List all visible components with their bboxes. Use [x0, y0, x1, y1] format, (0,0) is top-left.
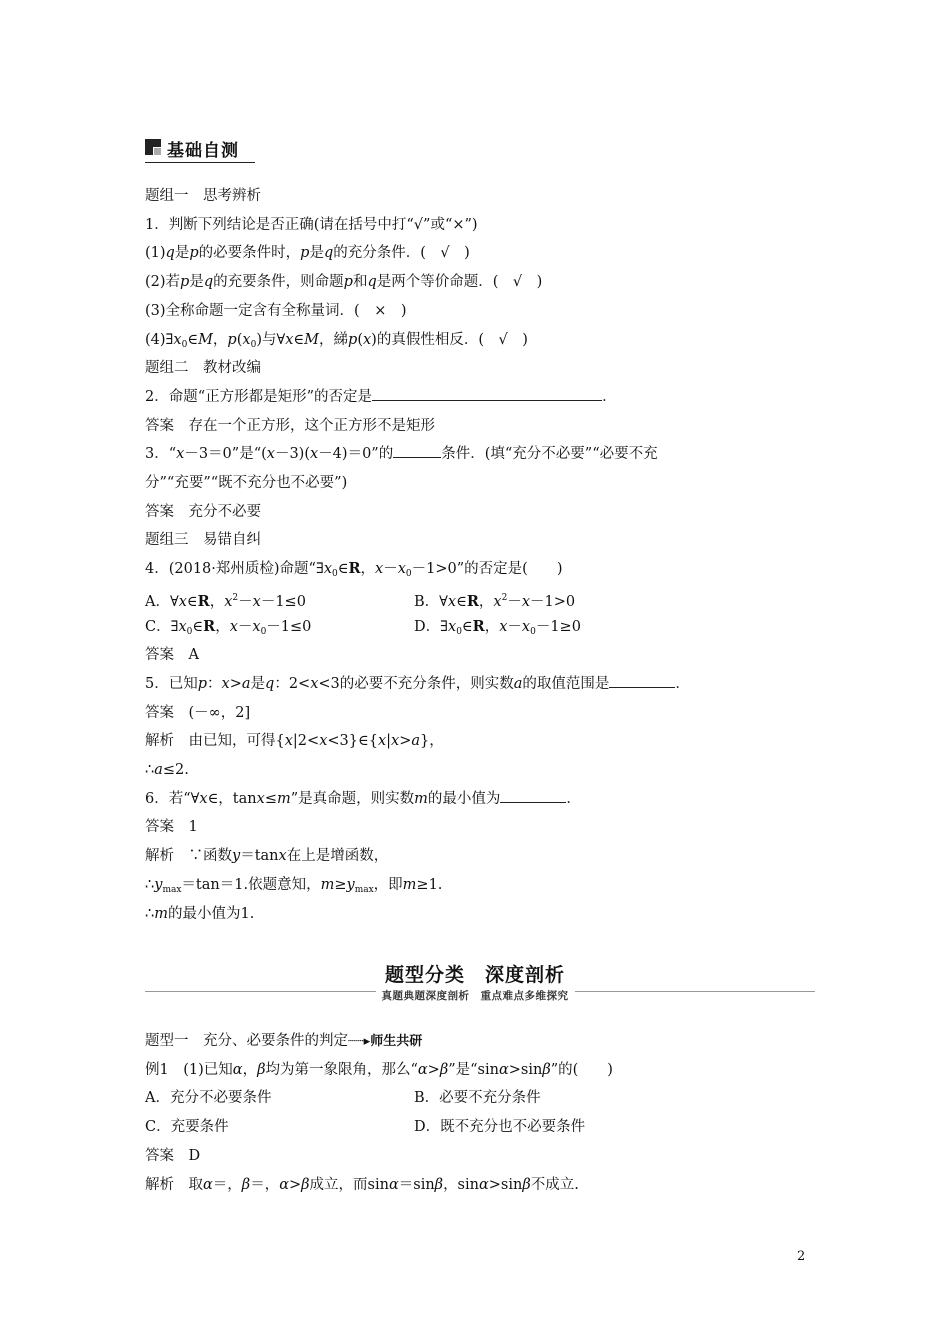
text-line	[145, 302, 407, 320]
text-run: 的充要条件，则命题	[213, 274, 344, 291]
text-run: 题组二 教材改编	[145, 360, 261, 377]
text-line	[145, 244, 470, 262]
text-run: 是两个等价命题．( √ )	[376, 274, 543, 291]
text-run: 题型一 充分、必要条件的判定	[145, 1033, 348, 1049]
text-run: m	[402, 876, 417, 893]
text-run: β	[542, 1061, 551, 1078]
text-run: ∈	[461, 618, 473, 635]
text-run: 1．判断下列结论是否正确(请在括号中打“√”或“×”)	[145, 216, 478, 233]
text-run: －3＝0”是“(	[184, 446, 267, 463]
text-run: ＝sin	[398, 1176, 435, 1193]
text-run: α	[388, 1176, 399, 1193]
text-run: )的真假性相反．( √ )	[371, 331, 528, 348]
text-run: x	[266, 446, 275, 463]
text-run: x	[521, 593, 531, 610]
banner-subtitle: 真题典题深度剖析 重点难点多维探究	[376, 990, 575, 1002]
text-run: R	[203, 617, 216, 635]
answer-blank	[500, 790, 566, 803]
choice-option	[414, 1089, 541, 1107]
text-run: 成立，而sin	[309, 1176, 389, 1193]
text-run: R	[197, 592, 210, 610]
text-run: x	[375, 561, 384, 578]
text-run: ＝，	[212, 1176, 242, 1193]
text-run: ”的( )	[550, 1061, 613, 1078]
text-run: x	[176, 446, 185, 463]
text-run: D．既不充分也不必要条件	[414, 1119, 586, 1136]
text-run: D．∃	[414, 618, 448, 635]
text-run: 在上是增函数，	[286, 848, 389, 865]
text-run: ：	[207, 675, 222, 692]
text-run: x	[224, 593, 233, 610]
text-run: x	[447, 593, 457, 610]
text-run: x	[377, 733, 387, 750]
text-run: β	[301, 1176, 310, 1193]
text-run: }，	[420, 733, 444, 750]
text-run: >	[288, 1176, 302, 1193]
text-run: ∴	[145, 905, 155, 922]
answer-blank	[609, 675, 675, 688]
text-run: p	[348, 331, 358, 348]
text-run: B．∀	[414, 593, 448, 610]
text-run: 答案 D	[145, 1147, 201, 1164]
text-run: x	[397, 561, 406, 578]
text-run: 解析 取	[145, 1176, 203, 1193]
text-run: 0	[405, 569, 412, 580]
text-run: 0	[181, 339, 188, 350]
text-run: 0	[456, 626, 462, 637]
text-line	[145, 675, 690, 693]
choice-option	[145, 618, 311, 641]
text-run: 0	[250, 339, 257, 350]
text-run: x	[178, 618, 187, 635]
text-run: ∈	[293, 331, 305, 348]
text-run: 2	[232, 592, 239, 603]
text-line	[145, 216, 478, 234]
text-run: y	[154, 876, 163, 893]
text-run: 答案 充分不必要	[145, 503, 261, 520]
text-run: ，	[215, 618, 230, 635]
text-run: ”是真命题，则实数	[290, 790, 415, 807]
text-run: ，	[478, 593, 494, 610]
text-run: p	[189, 245, 199, 262]
text-run: 2	[501, 592, 508, 603]
text-run: β	[434, 1176, 444, 1193]
text-run: A．∀	[145, 593, 179, 610]
text-line	[145, 847, 388, 865]
text-run: x	[242, 331, 251, 348]
text-run: R	[472, 617, 485, 635]
text-line	[145, 417, 435, 435]
text-run: β	[257, 1061, 266, 1078]
banner-title: 题型分类 深度剖析	[384, 964, 565, 986]
text-run: ∈	[187, 331, 199, 348]
text-line	[145, 790, 581, 808]
text-run: a	[154, 762, 163, 778]
text-run: >sin	[488, 1176, 523, 1193]
text-run: ．	[675, 675, 690, 692]
text-run: ∴	[145, 876, 155, 893]
text-run: －1>0”的否定是( )	[411, 561, 563, 578]
text-run: －	[238, 593, 253, 610]
text-run: 条件．(填“充分不必要”“必要不充	[441, 446, 658, 463]
section-square-icon	[145, 139, 161, 155]
text-run: 的充分条件．( √ )	[333, 245, 470, 262]
text-run: x	[310, 675, 319, 692]
text-run: (3)全称命题一定含有全称量词．( × )	[145, 302, 407, 319]
text-run: ∈	[337, 561, 349, 578]
text-run: x	[319, 733, 328, 750]
text-run: β	[439, 1061, 449, 1078]
text-run: ，	[360, 561, 376, 578]
text-run: 是	[189, 274, 204, 291]
text-run: ≤	[264, 790, 277, 807]
text-run: 6．若“∀	[145, 790, 200, 807]
arrow-tag-label: 师生共研	[370, 1034, 423, 1049]
text-run: －1>0	[530, 593, 576, 610]
choice-option	[414, 618, 581, 641]
text-run: x	[173, 331, 182, 348]
text-run: x	[521, 618, 531, 635]
text-run: －1≥0	[535, 618, 581, 635]
text-run: ”是“sin	[448, 1061, 499, 1078]
text-run: －1≤0	[260, 593, 306, 610]
answer-blank	[372, 388, 602, 401]
text-line	[145, 359, 261, 377]
text-run: ∈	[186, 593, 198, 610]
text-run: x	[199, 790, 208, 807]
text-run: m	[276, 790, 291, 807]
text-run: >	[399, 733, 412, 750]
text-run: α	[203, 1176, 213, 1193]
text-run: ＝，	[250, 1176, 280, 1193]
text-run: x	[284, 733, 293, 750]
text-run: －4)＝0”的	[318, 446, 394, 463]
text-run: x	[256, 790, 265, 807]
text-run: p	[300, 245, 310, 262]
text-run: x	[278, 848, 287, 865]
text-run: x	[493, 593, 502, 610]
text-run: x	[285, 331, 294, 348]
choice-option	[414, 1118, 585, 1136]
text-run: α	[478, 1176, 489, 1193]
text-run: β	[241, 1176, 251, 1193]
text-run: 5．已知	[145, 675, 198, 692]
text-run: x	[252, 593, 261, 610]
text-run: ，	[212, 331, 228, 348]
text-line	[145, 474, 347, 492]
text-run: 分”“充要”“既不充分也不必要”)	[145, 475, 348, 491]
text-line	[145, 876, 442, 899]
text-run: ，	[209, 593, 225, 610]
text-run: ∈	[456, 593, 467, 610]
text-run: ＝tan	[240, 848, 279, 865]
text-run: R	[348, 560, 361, 578]
text-line	[145, 905, 254, 923]
text-run: 均为第一象限角，那么“	[265, 1061, 418, 1078]
text-run: ，綈	[319, 331, 349, 348]
text-run: p	[343, 274, 353, 291]
text-run: x	[391, 733, 400, 750]
text-run: <3}∈{	[327, 733, 378, 750]
text-run: a	[241, 675, 251, 692]
text-run: 答案 (－∞，2]	[145, 704, 251, 721]
text-run: 解析 由已知，可得{	[145, 733, 285, 750]
arrow-tag	[348, 1034, 422, 1049]
text-run: x	[229, 618, 238, 635]
text-run: ≤2.	[162, 762, 189, 778]
text-line	[145, 187, 261, 205]
text-run: C．充要条件	[145, 1119, 229, 1136]
text-run: 0	[260, 626, 267, 637]
choice-option	[414, 589, 575, 611]
text-line	[145, 1032, 422, 1051]
text-run: x	[310, 446, 319, 463]
text-run: x	[448, 618, 457, 635]
text-run: 的最小值为1.	[167, 905, 255, 922]
text-run: (	[357, 331, 363, 348]
text-run: 是	[309, 245, 324, 262]
text-run: －	[237, 618, 253, 635]
text-line	[145, 445, 658, 463]
text-run: 0	[186, 626, 193, 637]
text-run: α	[417, 1061, 428, 1078]
text-run: 和	[352, 274, 368, 291]
text-run: max	[354, 884, 374, 895]
text-run: a	[411, 733, 421, 750]
text-run: A．充分不必要条件	[145, 1090, 272, 1107]
text-run: <3的必要不充分条件，则实数	[318, 675, 514, 692]
choice-option	[145, 1089, 271, 1107]
text-run: p	[227, 331, 237, 348]
text-run: 是	[174, 245, 190, 262]
text-run: x	[178, 593, 187, 610]
text-run: m	[320, 876, 335, 893]
text-run: x	[499, 618, 508, 635]
text-run: q	[203, 274, 214, 291]
text-run: m	[154, 905, 168, 922]
text-run: m	[414, 790, 428, 807]
text-run: y	[232, 848, 241, 865]
text-run: a	[513, 675, 523, 692]
text-run: R	[466, 592, 479, 610]
text-run: q	[265, 675, 275, 692]
text-run: (4)∃	[145, 331, 174, 348]
text-run: >	[427, 1061, 440, 1078]
text-line	[145, 531, 261, 549]
text-run: ．	[566, 790, 581, 807]
text-run: 答案 1	[145, 819, 198, 836]
text-run: 不成立.	[530, 1176, 579, 1193]
section-title: 基础自测	[167, 141, 239, 161]
text-run: 的最小值为	[427, 790, 501, 807]
text-run: >sin	[508, 1061, 543, 1078]
text-run: (1)	[145, 245, 166, 262]
text-run: x	[362, 331, 372, 348]
text-run: (2)若	[145, 274, 181, 291]
text-run: >	[229, 675, 242, 692]
text-run: β	[522, 1176, 531, 1193]
text-run: ∈	[192, 618, 204, 635]
text-line	[145, 646, 199, 664]
text-run: M	[198, 331, 213, 348]
choice-option	[145, 1118, 229, 1136]
text-run: 答案 存在一个正方形，这个正方形不是矩形	[145, 417, 435, 434]
text-run: －1≤0	[266, 618, 312, 635]
choice-option	[145, 589, 306, 611]
text-run: x	[252, 618, 261, 635]
text-run: －	[507, 618, 522, 635]
text-run: M	[304, 331, 320, 348]
text-line	[145, 560, 562, 583]
text-run: ∴	[145, 762, 155, 778]
text-run: 0	[530, 626, 536, 637]
section-header	[145, 136, 255, 163]
text-run: ≥1.	[416, 876, 443, 893]
text-run: y	[346, 876, 355, 893]
text-run: ＝tan＝1.依题意知，	[181, 876, 321, 893]
text-run: ，	[484, 618, 500, 635]
text-line	[145, 1061, 613, 1079]
text-run: ．	[602, 388, 617, 405]
text-run: 4．(2018·郑州质检)命题“∃	[145, 561, 324, 578]
text-line	[145, 704, 250, 722]
banner-subtitle-wrap	[0, 984, 950, 1003]
text-run: q	[323, 245, 334, 262]
text-run: －	[383, 561, 398, 578]
text-run: ≥	[334, 876, 347, 893]
text-line	[145, 503, 261, 521]
text-line	[145, 761, 189, 779]
text-line	[145, 1176, 579, 1194]
text-line	[145, 732, 444, 750]
text-run: 2．命题“正方形都是矩形”的否定是	[145, 388, 373, 405]
text-line	[145, 273, 542, 291]
text-run: 0	[332, 569, 338, 580]
text-run: 答案 A	[145, 647, 199, 664]
text-run: α	[232, 1061, 243, 1078]
text-run: x	[323, 561, 333, 578]
text-run: 的取值范围是	[522, 675, 610, 692]
text-run: ∈，tan	[207, 790, 257, 807]
text-run: q	[165, 245, 175, 262]
text-line	[145, 388, 617, 406]
text-run: p	[197, 675, 208, 692]
text-run: max	[162, 884, 182, 895]
text-run: －	[507, 593, 522, 610]
text-run: 3．“	[145, 446, 177, 463]
text-run: 解析 ∵函数	[145, 848, 232, 865]
text-run: x	[221, 675, 230, 692]
text-line	[145, 818, 198, 836]
text-run: ，即	[373, 876, 403, 893]
text-run: |2<	[292, 733, 320, 750]
text-run: 例1 (1)已知	[145, 1061, 233, 1078]
text-run: －3)(	[274, 446, 310, 463]
text-run: 的必要条件时，	[198, 245, 301, 262]
page-number: 2	[797, 1249, 806, 1264]
text-run: 是	[250, 675, 266, 692]
answer-blank	[393, 445, 441, 458]
text-run: ，sin	[443, 1176, 479, 1193]
text-run: B．必要不充分条件	[414, 1090, 541, 1107]
text-line	[145, 331, 528, 354]
text-run: α	[279, 1176, 289, 1193]
text-run: q	[367, 274, 377, 291]
text-run: 题组一 思考辨析	[145, 188, 261, 204]
text-run: ：2<	[274, 675, 311, 692]
text-run: C．∃	[145, 618, 179, 635]
text-run: )与∀	[256, 331, 286, 348]
text-run: p	[180, 274, 190, 291]
text-run: (	[236, 331, 243, 348]
text-line	[145, 1147, 200, 1165]
text-run: |	[386, 733, 392, 750]
text-run: α	[498, 1061, 509, 1078]
arrow-icon: ┈┈▸	[348, 1034, 371, 1049]
text-run: 题组三 易错自纠	[145, 532, 261, 549]
text-run: ，	[242, 1061, 258, 1078]
